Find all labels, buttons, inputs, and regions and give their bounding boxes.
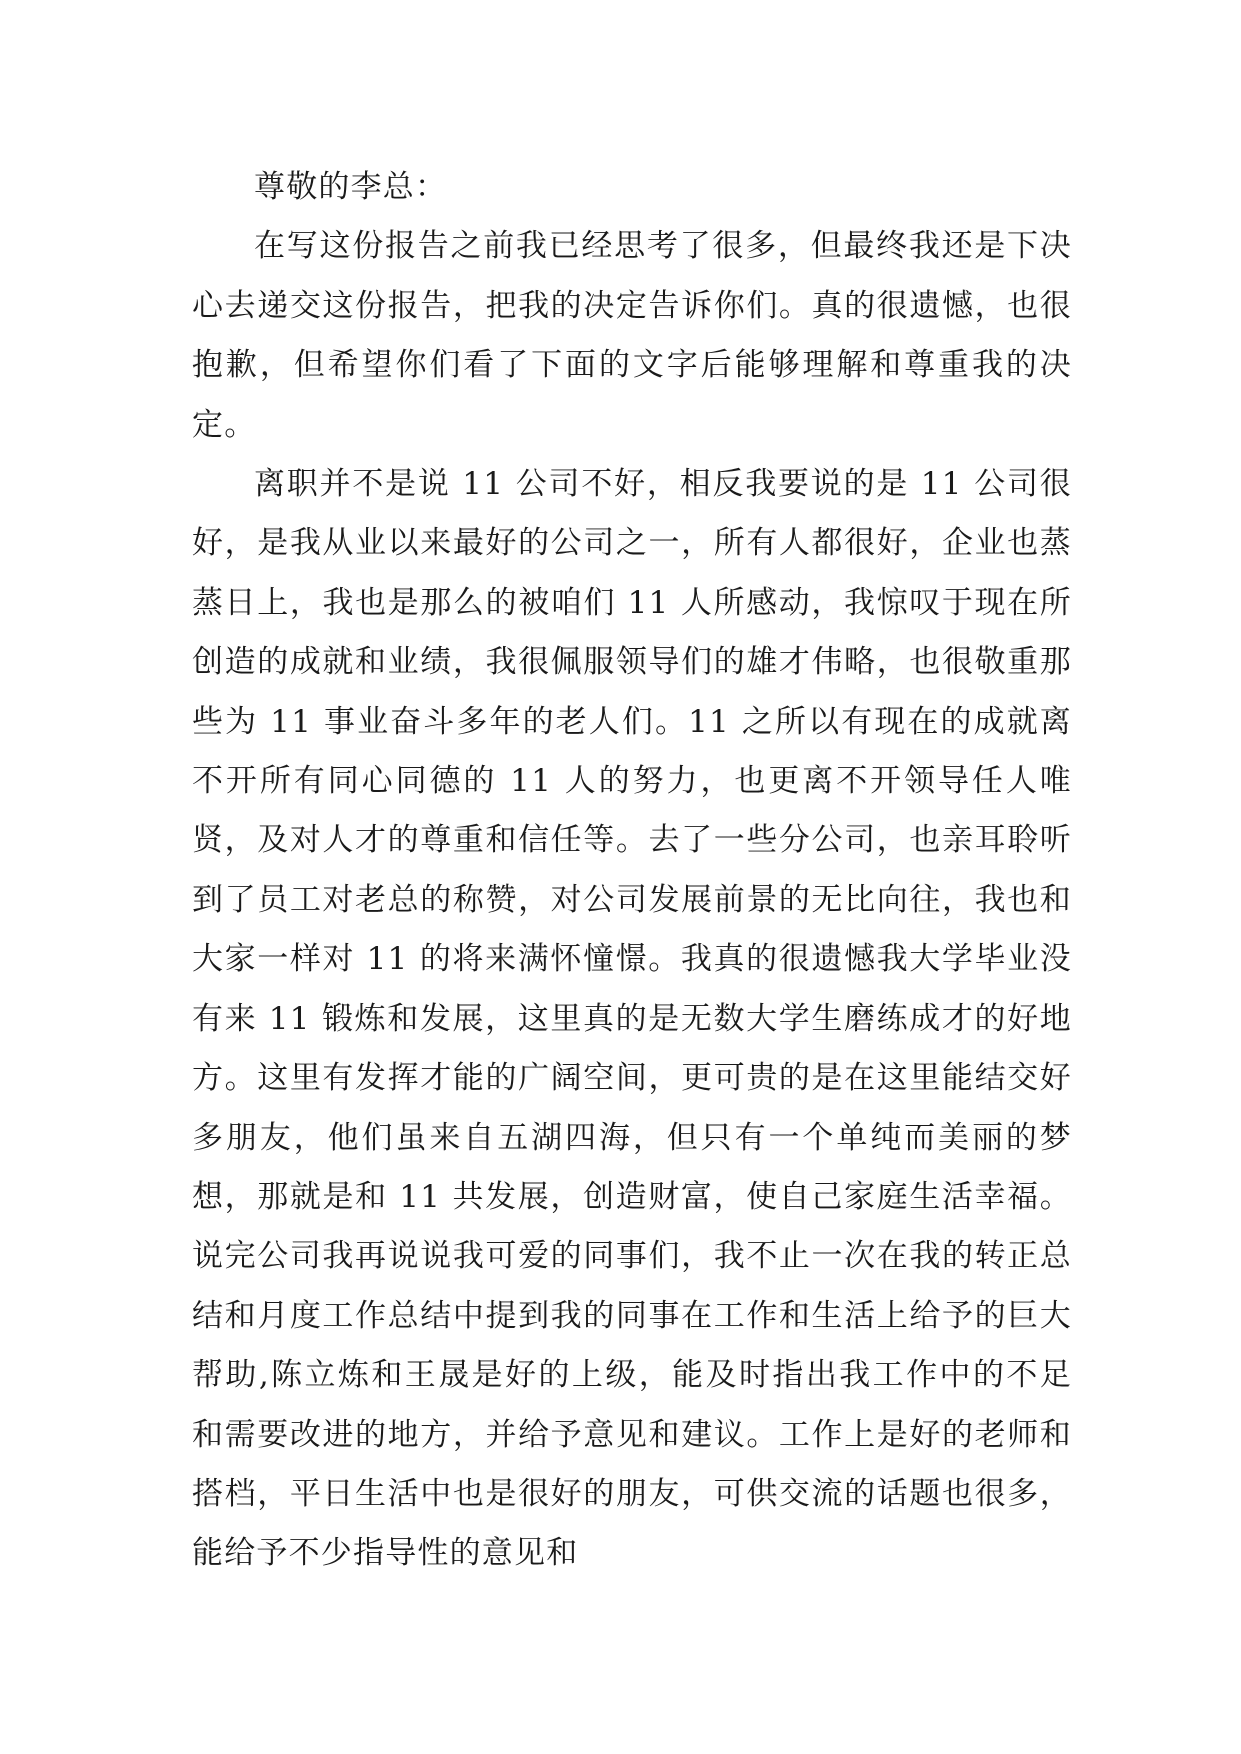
salutation: 尊敬的李总： xyxy=(254,169,448,205)
document-body xyxy=(192,158,1072,1584)
paragraph: 在写这份报告之前我已经思考了很多，但最终我还是下决心去递交这份报告，把我的决定告诉你们。真的很遗憾，也很抱歉，但希望你们看了下面的文字后能够理解和尊重我的决定。 xyxy=(192,228,1072,443)
paragraph: 离职并不是说 11 公司不好，相反我要说的是 11 公司很好，是我从业以来最好的公司之一，所有人都很好，企业也蒸蒸日上，我也是那么的被咱们 11 人所感动，我惊叹于现在所创造的成就和业绩，我很佩服领导们的雄才伟略，也很敬重那些为 11 事业奋斗多年的老人们。11 之所以有现在的成就离不开所有同心同德的 11 人的努力，也更离不开领导任人唯贤，及对人才的尊重和信任等。去了一些分公司，也亲耳聆听到了员工对老总的称赞，对公司发展前景的无比向往，我也和大家一样对 11 的将来满怀憧憬。我真的很遗憾我大学毕业没有来 11 锻炼和发展，这里真的是无数大学生磨练成才的好地方。这里有发挥才能的广阔空间，更可贵的是在这里能结交好多朋友，他们虽来自五湖四海，但只有一个单纯而美丽的梦想，那就是和 11 共发展，创造财富，使自己家庭生活幸福。说完公司我再说说我可爱的同事们，我不止一次在我的转正总结和月度工作总结中提到我的同事在工作和生活上给予的巨大帮助,陈立炼和王晟是好的上级，能及时指出我工作中的不足和需要改进的地方，并给予意见和建议。工作上是好的老师和搭档，平日生活中也是很好的朋友，可供交流的话题也很多，能给予不少指导性的意见和 xyxy=(192,466,1072,1572)
